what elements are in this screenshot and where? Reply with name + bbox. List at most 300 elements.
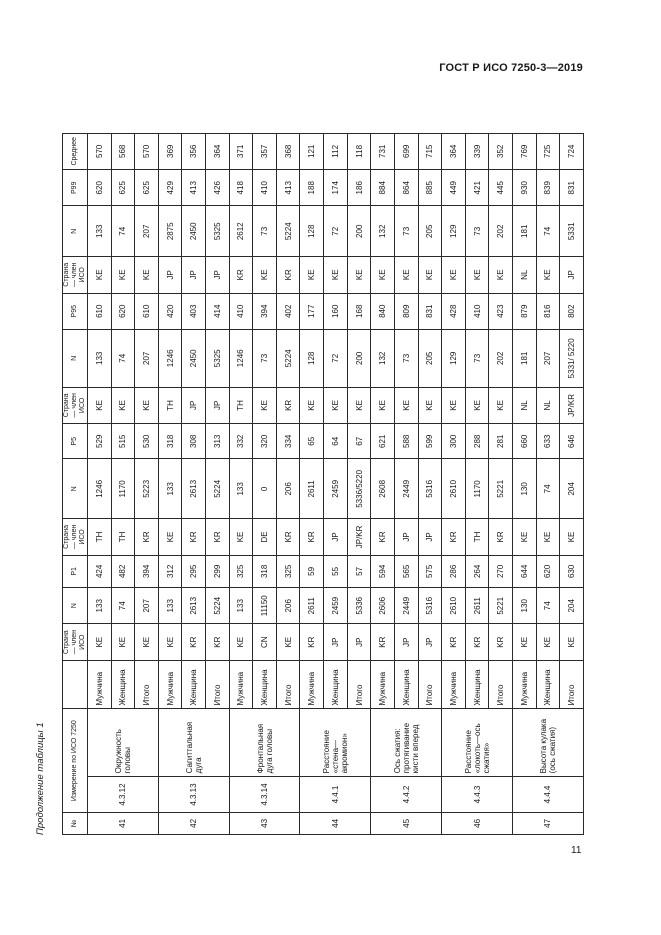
sex-cell: Мужчина [88,660,112,709]
p99-cell: 413 [276,170,300,206]
country-p95-cell: JP [182,387,206,423]
col-header-n-5: N [63,459,88,519]
mean-cell: 699 [394,133,418,169]
country-p1-cell: KR [465,624,489,660]
row-number: 47 [512,812,583,834]
n-p95-cell: 200 [347,329,371,387]
col-header-sex [63,660,88,709]
mean-cell: 371 [229,133,253,169]
p5-cell: 308 [182,424,206,459]
p5-cell: 67 [347,424,371,459]
n-p95-cell: 128 [300,329,324,387]
n-p1-cell: 133 [158,588,182,624]
country-p1-cell: KE [560,624,584,660]
country-p95-cell: KE [489,387,513,423]
country-p95-cell: KE [347,387,371,423]
p5-cell: 646 [560,424,584,459]
p5-cell: 65 [300,424,324,459]
sex-cell: Мужчина [442,660,466,709]
country-p95-cell: TH [158,387,182,423]
country-p1-cell: JP [394,624,418,660]
country-p99-cell: KE [300,257,324,293]
n-p1-cell: 74 [536,588,560,624]
n-p95-cell: 207 [135,329,159,387]
n-p95-cell: 202 [489,329,513,387]
n-p1-cell: 5316 [418,588,442,624]
mean-cell: 369 [158,133,182,169]
country-p1-cell: JP [324,624,348,660]
measurement-code: 4.4.2 [371,777,442,812]
p99-cell: 186 [347,170,371,206]
country-p99-cell: KE [324,257,348,293]
country-p99-cell: KE [135,257,159,293]
measurement-code: 4.3.13 [158,777,229,812]
n-p5-cell: 2613 [182,459,206,519]
p5-cell: 529 [88,424,112,459]
p99-cell: 445 [489,170,513,206]
n-p99-cell: 133 [88,206,112,257]
country-p99-cell: NL [512,257,536,293]
country-p5-cell: JP/KR [347,519,371,555]
row-number: 44 [300,812,371,834]
p5-cell: 599 [418,424,442,459]
country-p95-cell: KE [111,387,135,423]
n-p99-cell: 72 [324,206,348,257]
country-p95-cell: KE [394,387,418,423]
sex-cell: Женщина [324,660,348,709]
p1-cell: 575 [418,555,442,587]
country-p95-cell: KE [442,387,466,423]
p99-cell: 839 [536,170,560,206]
n-p5-cell: 5223 [135,459,159,519]
p1-cell: 620 [536,555,560,587]
sex-cell: Итого [347,660,371,709]
n-p95-cell: 5331/ 5220 [560,329,584,387]
p99-cell: 413 [182,170,206,206]
p99-cell: 174 [324,170,348,206]
country-p1-cell: JP [418,624,442,660]
p95-cell: 816 [536,293,560,329]
sex-cell: Женщина [253,660,277,709]
p95-cell: 620 [111,293,135,329]
n-p1-cell: 133 [229,588,253,624]
n-p95-cell: 2450 [182,329,206,387]
country-p5-cell: JP [324,519,348,555]
country-p1-cell: KR [489,624,513,660]
p95-cell: 831 [418,293,442,329]
country-p99-cell: KE [253,257,277,293]
mean-cell: 368 [276,133,300,169]
n-p99-cell: 207 [135,206,159,257]
p99-cell: 831 [560,170,584,206]
p99-cell: 620 [88,170,112,206]
n-p1-cell: 5221 [489,588,513,624]
mean-cell: 769 [512,133,536,169]
n-p5-cell: 1246 [88,459,112,519]
sex-cell: Женщина [111,660,135,709]
country-p5-cell: KR [371,519,395,555]
sex-cell: Мужчина [300,660,324,709]
n-p5-cell: 2459 [324,459,348,519]
n-p95-cell: 129 [442,329,466,387]
country-p5-cell: JP [394,519,418,555]
country-p5-cell: KR [276,519,300,555]
country-p5-cell: DE [253,519,277,555]
n-p1-cell: 2611 [300,588,324,624]
n-p95-cell: 5325 [206,329,230,387]
country-p99-cell: JP [206,257,230,293]
col-header-country-95: Страна — член ИСО [63,387,88,423]
country-p99-cell: JP [158,257,182,293]
n-p1-cell: 133 [88,588,112,624]
mean-cell: 339 [465,133,489,169]
n-p99-cell: 2612 [229,206,253,257]
sex-cell: Итого [276,660,300,709]
country-p99-cell: KE [418,257,442,293]
p99-cell: 885 [418,170,442,206]
p95-cell: 423 [489,293,513,329]
rotated-table-container [62,95,584,835]
table-row [371,96,395,835]
col-header-p99: P99 [63,170,88,206]
country-p95-cell: TH [229,387,253,423]
p5-cell: 633 [536,424,560,459]
n-p5-cell: 2449 [394,459,418,519]
country-p5-cell: KR [300,519,324,555]
n-p1-cell: 2606 [371,588,395,624]
mean-cell: 352 [489,133,513,169]
n-p99-cell: 128 [300,206,324,257]
n-p99-cell: 2450 [182,206,206,257]
country-p5-cell: TH [111,519,135,555]
country-p95-cell: JP/KR [560,387,584,423]
mean-cell: 715 [418,133,442,169]
measurement-code: 4.3.14 [229,777,300,812]
col-header-num: № [63,812,88,834]
sex-cell: Женщина [536,660,560,709]
country-p99-cell: KR [276,257,300,293]
n-p1-cell: 11150 [253,588,277,624]
row-number: 43 [229,812,300,834]
document-code: ГОСТ Р ИСО 7250-3—2019 [439,62,583,74]
col-header-measurement: Измерение по ИСО 7250 [63,709,88,812]
n-p1-cell: 204 [560,588,584,624]
country-p95-cell: JP [206,387,230,423]
p5-cell: 588 [394,424,418,459]
mean-cell: 357 [253,133,277,169]
col-header-country-99: Страна — член ИСО [63,257,88,293]
n-p1-cell: 2613 [182,588,206,624]
table-row [158,96,182,835]
country-p5-cell: KE [158,519,182,555]
anthropometric-data-table [62,95,584,835]
country-p1-cell: KE [135,624,159,660]
p1-cell: 312 [158,555,182,587]
p5-cell: 288 [465,424,489,459]
n-p95-cell: 72 [324,329,348,387]
country-p99-cell: JP [182,257,206,293]
table-continuation-caption: Продолжение таблицы 1 [35,722,46,835]
country-p1-cell: KR [300,624,324,660]
country-p1-cell: KE [88,624,112,660]
n-p5-cell: 1170 [465,459,489,519]
p95-cell: 402 [276,293,300,329]
country-p1-cell: KE [536,624,560,660]
sex-cell: Мужчина [512,660,536,709]
n-p1-cell: 2449 [394,588,418,624]
country-p95-cell: KE [418,387,442,423]
p5-cell: 621 [371,424,395,459]
p99-cell: 429 [158,170,182,206]
country-p95-cell: KE [371,387,395,423]
table-header-row [63,96,88,835]
sex-cell: Итого [206,660,230,709]
country-p95-cell: KR [276,387,300,423]
p1-cell: 594 [371,555,395,587]
mean-cell: 364 [442,133,466,169]
country-p99-cell: KE [536,257,560,293]
country-p99-cell: KE [394,257,418,293]
country-p5-cell: TH [465,519,489,555]
mean-cell: 570 [88,133,112,169]
p95-cell: 610 [88,293,112,329]
row-number: 46 [442,812,513,834]
p5-cell: 660 [512,424,536,459]
n-p95-cell: 181 [512,329,536,387]
table-row [512,96,536,835]
n-p95-cell: 205 [418,329,442,387]
sex-cell: Итого [489,660,513,709]
p1-cell: 630 [560,555,584,587]
p1-cell: 57 [347,555,371,587]
n-p95-cell: 74 [111,329,135,387]
country-p5-cell: JP [418,519,442,555]
n-p1-cell: 74 [111,588,135,624]
measurement-code: 4.4.3 [442,777,513,812]
country-p5-cell: KR [489,519,513,555]
n-p99-cell: 205 [418,206,442,257]
table-row [442,96,466,835]
country-p95-cell: KE [300,387,324,423]
measurement-code: 4.4.1 [300,777,371,812]
country-p5-cell: KE [560,519,584,555]
country-p1-cell: KR [206,624,230,660]
p5-cell: 320 [253,424,277,459]
p5-cell: 530 [135,424,159,459]
table-row [300,96,324,835]
country-p95-cell: KE [465,387,489,423]
p1-cell: 644 [512,555,536,587]
measurement-name: Расстояние «стена— акромион» [300,709,371,777]
n-p95-cell: 73 [394,329,418,387]
col-header-mean: Среднее [63,133,88,169]
mean-cell: 731 [371,133,395,169]
n-p99-cell: 5224 [276,206,300,257]
sex-cell: Итого [560,660,584,709]
p99-cell: 449 [442,170,466,206]
n-p95-cell: 207 [536,329,560,387]
n-p99-cell: 181 [512,206,536,257]
p1-cell: 264 [465,555,489,587]
country-p1-cell: KE [512,624,536,660]
country-p5-cell: KE [536,519,560,555]
n-p5-cell: 5336/5220 [347,459,371,519]
mean-cell: 570 [135,133,159,169]
country-p5-cell: KR [182,519,206,555]
row-number: 41 [88,812,159,834]
p95-cell: 428 [442,293,466,329]
country-p95-cell: KE [324,387,348,423]
p99-cell: 625 [135,170,159,206]
country-p5-cell: KR [442,519,466,555]
measurement-code: 4.3.12 [88,777,159,812]
country-p1-cell: KR [182,624,206,660]
col-header-n-99: N [63,206,88,257]
row-number: 42 [158,812,229,834]
country-p99-cell: KE [465,257,489,293]
measurement-name: Сагиттальная дуга [158,709,229,777]
n-p1-cell: 2611 [465,588,489,624]
p1-cell: 325 [229,555,253,587]
p99-cell: 864 [394,170,418,206]
n-p1-cell: 2610 [442,588,466,624]
p95-cell: 802 [560,293,584,329]
country-p99-cell: JP [560,257,584,293]
p5-cell: 334 [276,424,300,459]
n-p5-cell: 206 [276,459,300,519]
sex-cell: Мужчина [229,660,253,709]
p5-cell: 313 [206,424,230,459]
n-p99-cell: 200 [347,206,371,257]
n-p1-cell: 130 [512,588,536,624]
n-p99-cell: 132 [371,206,395,257]
mean-cell: 724 [560,133,584,169]
mean-cell: 118 [347,133,371,169]
p5-cell: 281 [489,424,513,459]
p1-cell: 55 [324,555,348,587]
country-p99-cell: KE [347,257,371,293]
mean-cell: 725 [536,133,560,169]
n-p1-cell: 5336 [347,588,371,624]
n-p1-cell: 206 [276,588,300,624]
col-header-n-95: N [63,329,88,387]
measurement-name: Высота кулака (ось сжатия) [512,709,583,777]
sex-cell: Мужчина [371,660,395,709]
sex-cell: Женщина [182,660,206,709]
p95-cell: 420 [158,293,182,329]
country-p1-cell: KR [442,624,466,660]
p99-cell: 625 [111,170,135,206]
n-p95-cell: 132 [371,329,395,387]
p1-cell: 295 [182,555,206,587]
measurement-name: Фронтальная дуга головы [229,709,300,777]
p95-cell: 410 [465,293,489,329]
n-p95-cell: 133 [88,329,112,387]
table-row [229,96,253,835]
p1-cell: 299 [206,555,230,587]
n-p1-cell: 5224 [206,588,230,624]
country-p99-cell: KE [371,257,395,293]
p95-cell: 879 [512,293,536,329]
n-p95-cell: 1246 [229,329,253,387]
n-p99-cell: 5325 [206,206,230,257]
page-number: 11 [571,845,582,856]
p1-cell: 325 [276,555,300,587]
p5-cell: 332 [229,424,253,459]
p1-cell: 482 [111,555,135,587]
sex-cell: Итого [135,660,159,709]
mean-cell: 121 [300,133,324,169]
col-header-country-5: Страна — член ИСО [63,519,88,555]
col-header-country-1: Страна — член ИСО [63,624,88,660]
country-p99-cell: KE [442,257,466,293]
n-p5-cell: 2610 [442,459,466,519]
n-p99-cell: 73 [394,206,418,257]
p1-cell: 424 [88,555,112,587]
p99-cell: 421 [465,170,489,206]
n-p5-cell: 133 [229,459,253,519]
n-p95-cell: 1246 [158,329,182,387]
measurement-name: Ось сжатия: протягивание кисти вперед [371,709,442,777]
country-p95-cell: NL [536,387,560,423]
p5-cell: 300 [442,424,466,459]
n-p5-cell: 2608 [371,459,395,519]
n-p5-cell: 133 [158,459,182,519]
n-p5-cell: 5221 [489,459,513,519]
mean-cell: 356 [182,133,206,169]
n-p99-cell: 5331 [560,206,584,257]
n-p99-cell: 73 [253,206,277,257]
country-p1-cell: JP [347,624,371,660]
country-p99-cell: KR [229,257,253,293]
n-p99-cell: 129 [442,206,466,257]
country-p99-cell: KE [111,257,135,293]
p5-cell: 64 [324,424,348,459]
p5-cell: 515 [111,424,135,459]
n-p1-cell: 2459 [324,588,348,624]
n-p5-cell: 130 [512,459,536,519]
country-p99-cell: KE [489,257,513,293]
p1-cell: 286 [442,555,466,587]
country-p5-cell: KE [229,519,253,555]
country-p1-cell: KE [276,624,300,660]
n-p5-cell: 1170 [111,459,135,519]
n-p1-cell: 207 [135,588,159,624]
p95-cell: 610 [135,293,159,329]
p99-cell: 418 [229,170,253,206]
n-p99-cell: 2875 [158,206,182,257]
p95-cell: 840 [371,293,395,329]
p95-cell: 403 [182,293,206,329]
p1-cell: 59 [300,555,324,587]
sex-cell: Женщина [394,660,418,709]
col-header-p5: P5 [63,424,88,459]
country-p5-cell: TH [88,519,112,555]
p95-cell: 809 [394,293,418,329]
p99-cell: 884 [371,170,395,206]
col-header-n-1: N [63,588,88,624]
p1-cell: 565 [394,555,418,587]
table-row [88,96,112,835]
mean-cell: 568 [111,133,135,169]
sex-cell: Мужчина [158,660,182,709]
p99-cell: 426 [206,170,230,206]
p95-cell: 160 [324,293,348,329]
p1-cell: 270 [489,555,513,587]
p5-cell: 318 [158,424,182,459]
n-p99-cell: 202 [489,206,513,257]
country-p99-cell: KE [88,257,112,293]
